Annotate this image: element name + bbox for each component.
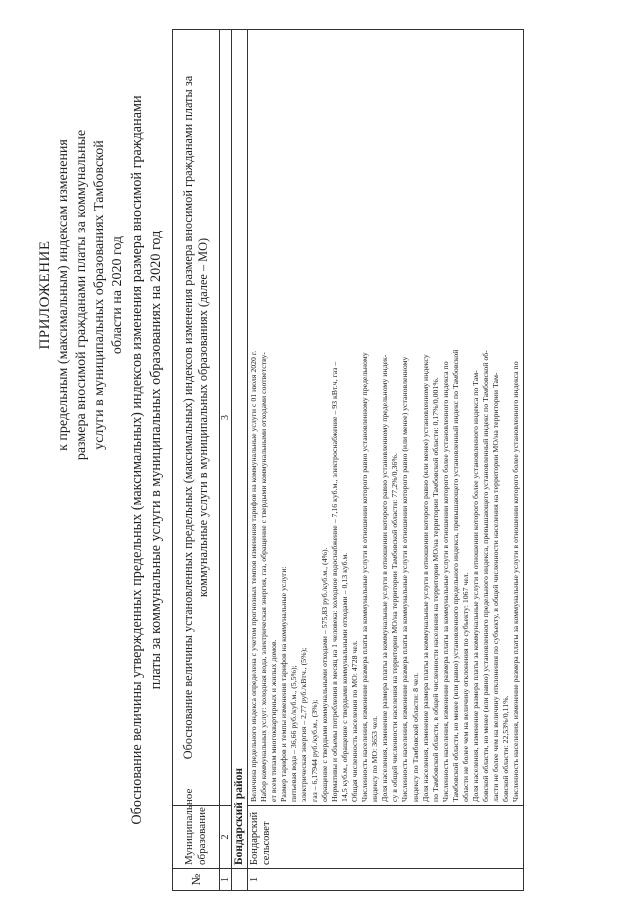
justification-line: Доля населения, изменение размера платы за коммунальные услуги в отношении которого более установленного индекса по Там-: [471, 370, 481, 802]
justification-line: Набор коммунальных услуг: холодная вода, электрическая энергия, газ, обращение с твердыми коммунальными отходами соответству-: [259, 351, 269, 802]
justification-line: электрическая энергия – 2,77 руб./кВтч., (5%);: [299, 647, 309, 802]
header-justification: Обоснование величины установленных предельных (максимальных) индексов изменения размера вносимой гражданами платы за коммунальные услуги в муниципальных образованиях (далее – МО): [173, 30, 220, 806]
header-num: №: [173, 869, 220, 891]
justification-line: су в общей численности населения на территории МО/на территории Тамбовской области: 77,2%/0,36%.: [390, 453, 400, 802]
justification-line: обращение с твердыми коммунальными отходами – 575,83 руб./куб.м., (4%).: [319, 547, 329, 802]
appendix-line: услуги в муниципальных образованиях Тамбовской: [92, 140, 107, 450]
appendix-line: области на 2020 год: [110, 235, 125, 355]
appendix-line: к предельным (максимальным) индексам изменения: [56, 139, 71, 451]
justification-line: Доля населения, изменение размера платы за коммунальные услуги в отношении которого равно (или менее) установленному индексу: [420, 354, 430, 802]
justification-line: индексу по МО: 3653 чел.: [370, 715, 380, 802]
justification-line: газ – 6,17944 руб./куб.м., (3%);: [309, 699, 319, 802]
justification-line: Численность населения, изменение размера платы за коммунальные услуги в отношении которого более установленного индекса по: [440, 361, 450, 802]
justification-line: Размер тарифов и темпы изменения тарифов на коммунальные услуги:: [279, 566, 289, 802]
justification-line: бовской области: 22,53%/0,11%.: [501, 695, 511, 802]
justification-line: Численность населения, изменение размера платы за коммунальные услуги в отношении которого равно установленному предельному: [360, 352, 370, 802]
document-title-line: платы за коммунальные услуги в муниципальных образованиях на 2020 год: [148, 230, 164, 690]
justification-line: Доля населения, изменение размера платы за коммунальные услуги в отношении которого равно установленному предельному индек-: [380, 354, 390, 802]
justification-line: Численность населения, изменение размера платы за коммунальные услуги в отношении которого равно (или менее) установленному: [400, 356, 410, 802]
table-row: [248, 30, 524, 891]
column-number-row: [220, 30, 232, 891]
justification-line: Тамбовской области, но менее (или равно) установленного предельного индекса, превышающего установленный индекс по Тамбовской: [450, 349, 460, 802]
appendix-header: [36, 15, 127, 575]
appendix-title: ПРИЛОЖЕНИЕ: [37, 240, 53, 350]
justification-line: 14,5 куб.м., обращение с твердыми коммунальными отходами – 0,13 куб.м.: [339, 552, 349, 802]
justification-line: ет всем типам многоквартирных и жилых домов.: [269, 639, 279, 802]
justification-line: ласти не более чем на величину отклонения по субъекту, в общей численности населения на территории МО/на территории Там-: [491, 372, 501, 802]
table-header-row: [173, 30, 220, 891]
justification-text: [248, 30, 524, 806]
justification-line: индексу по Тамбовской области: 8 чел.: [410, 672, 420, 802]
justification-table: [172, 29, 524, 891]
region-name: Бондарский район: [232, 30, 248, 869]
justification-line: Общая численность населения по МО: 4728 чел.: [349, 640, 359, 802]
justification-line: по Тамбовской области, в общей численности населения на территории МО/на территории Тамбовской области: 0,17%/0,001%.: [430, 377, 440, 802]
appendix-line: размера вносимой гражданами платы за коммунальные: [74, 129, 89, 461]
document-title-line: Обоснование величины утвержденных предельных (максимальных) индексов изменения размера вносимой гражданами: [129, 95, 145, 825]
column-number: 1: [220, 869, 232, 891]
justification-line: питьевая вода – 36,66 руб./куб.м., (5,5%);: [289, 665, 299, 802]
justification-line: области не более чем на величину отклонения по субъекту: 1067 чел.: [460, 572, 470, 802]
column-number: 2: [220, 806, 232, 869]
justification-line: Нормативы и объемы потребления в месяц на 1 человека: холодное водоснабжение – 7,16 куб.м., электроснабжение – 93 кВт.ч, газ –: [329, 361, 339, 802]
region-row: [232, 30, 248, 891]
justification-line: Численность населения, изменение размера платы за коммунальные услуги в отношении которого более установленного индекса по: [511, 361, 521, 802]
justification-line: бовской области, но менее (или равно) установленного предельного индекса, превышающего установленный индекс по Тамбовской об-: [481, 350, 491, 802]
municipality-name: Бондарский сельсовет: [248, 806, 524, 869]
document-title: [128, 25, 166, 895]
justification-line: Величина предельного индекса определена с учетом прогнозных темпов изменения тарифов на коммунальные услуги с 01 июля 2020 г.: [249, 350, 258, 802]
header-municipality: Муниципальное образование: [173, 806, 220, 869]
column-number: 3: [220, 30, 232, 806]
row-number: 1: [248, 869, 524, 891]
